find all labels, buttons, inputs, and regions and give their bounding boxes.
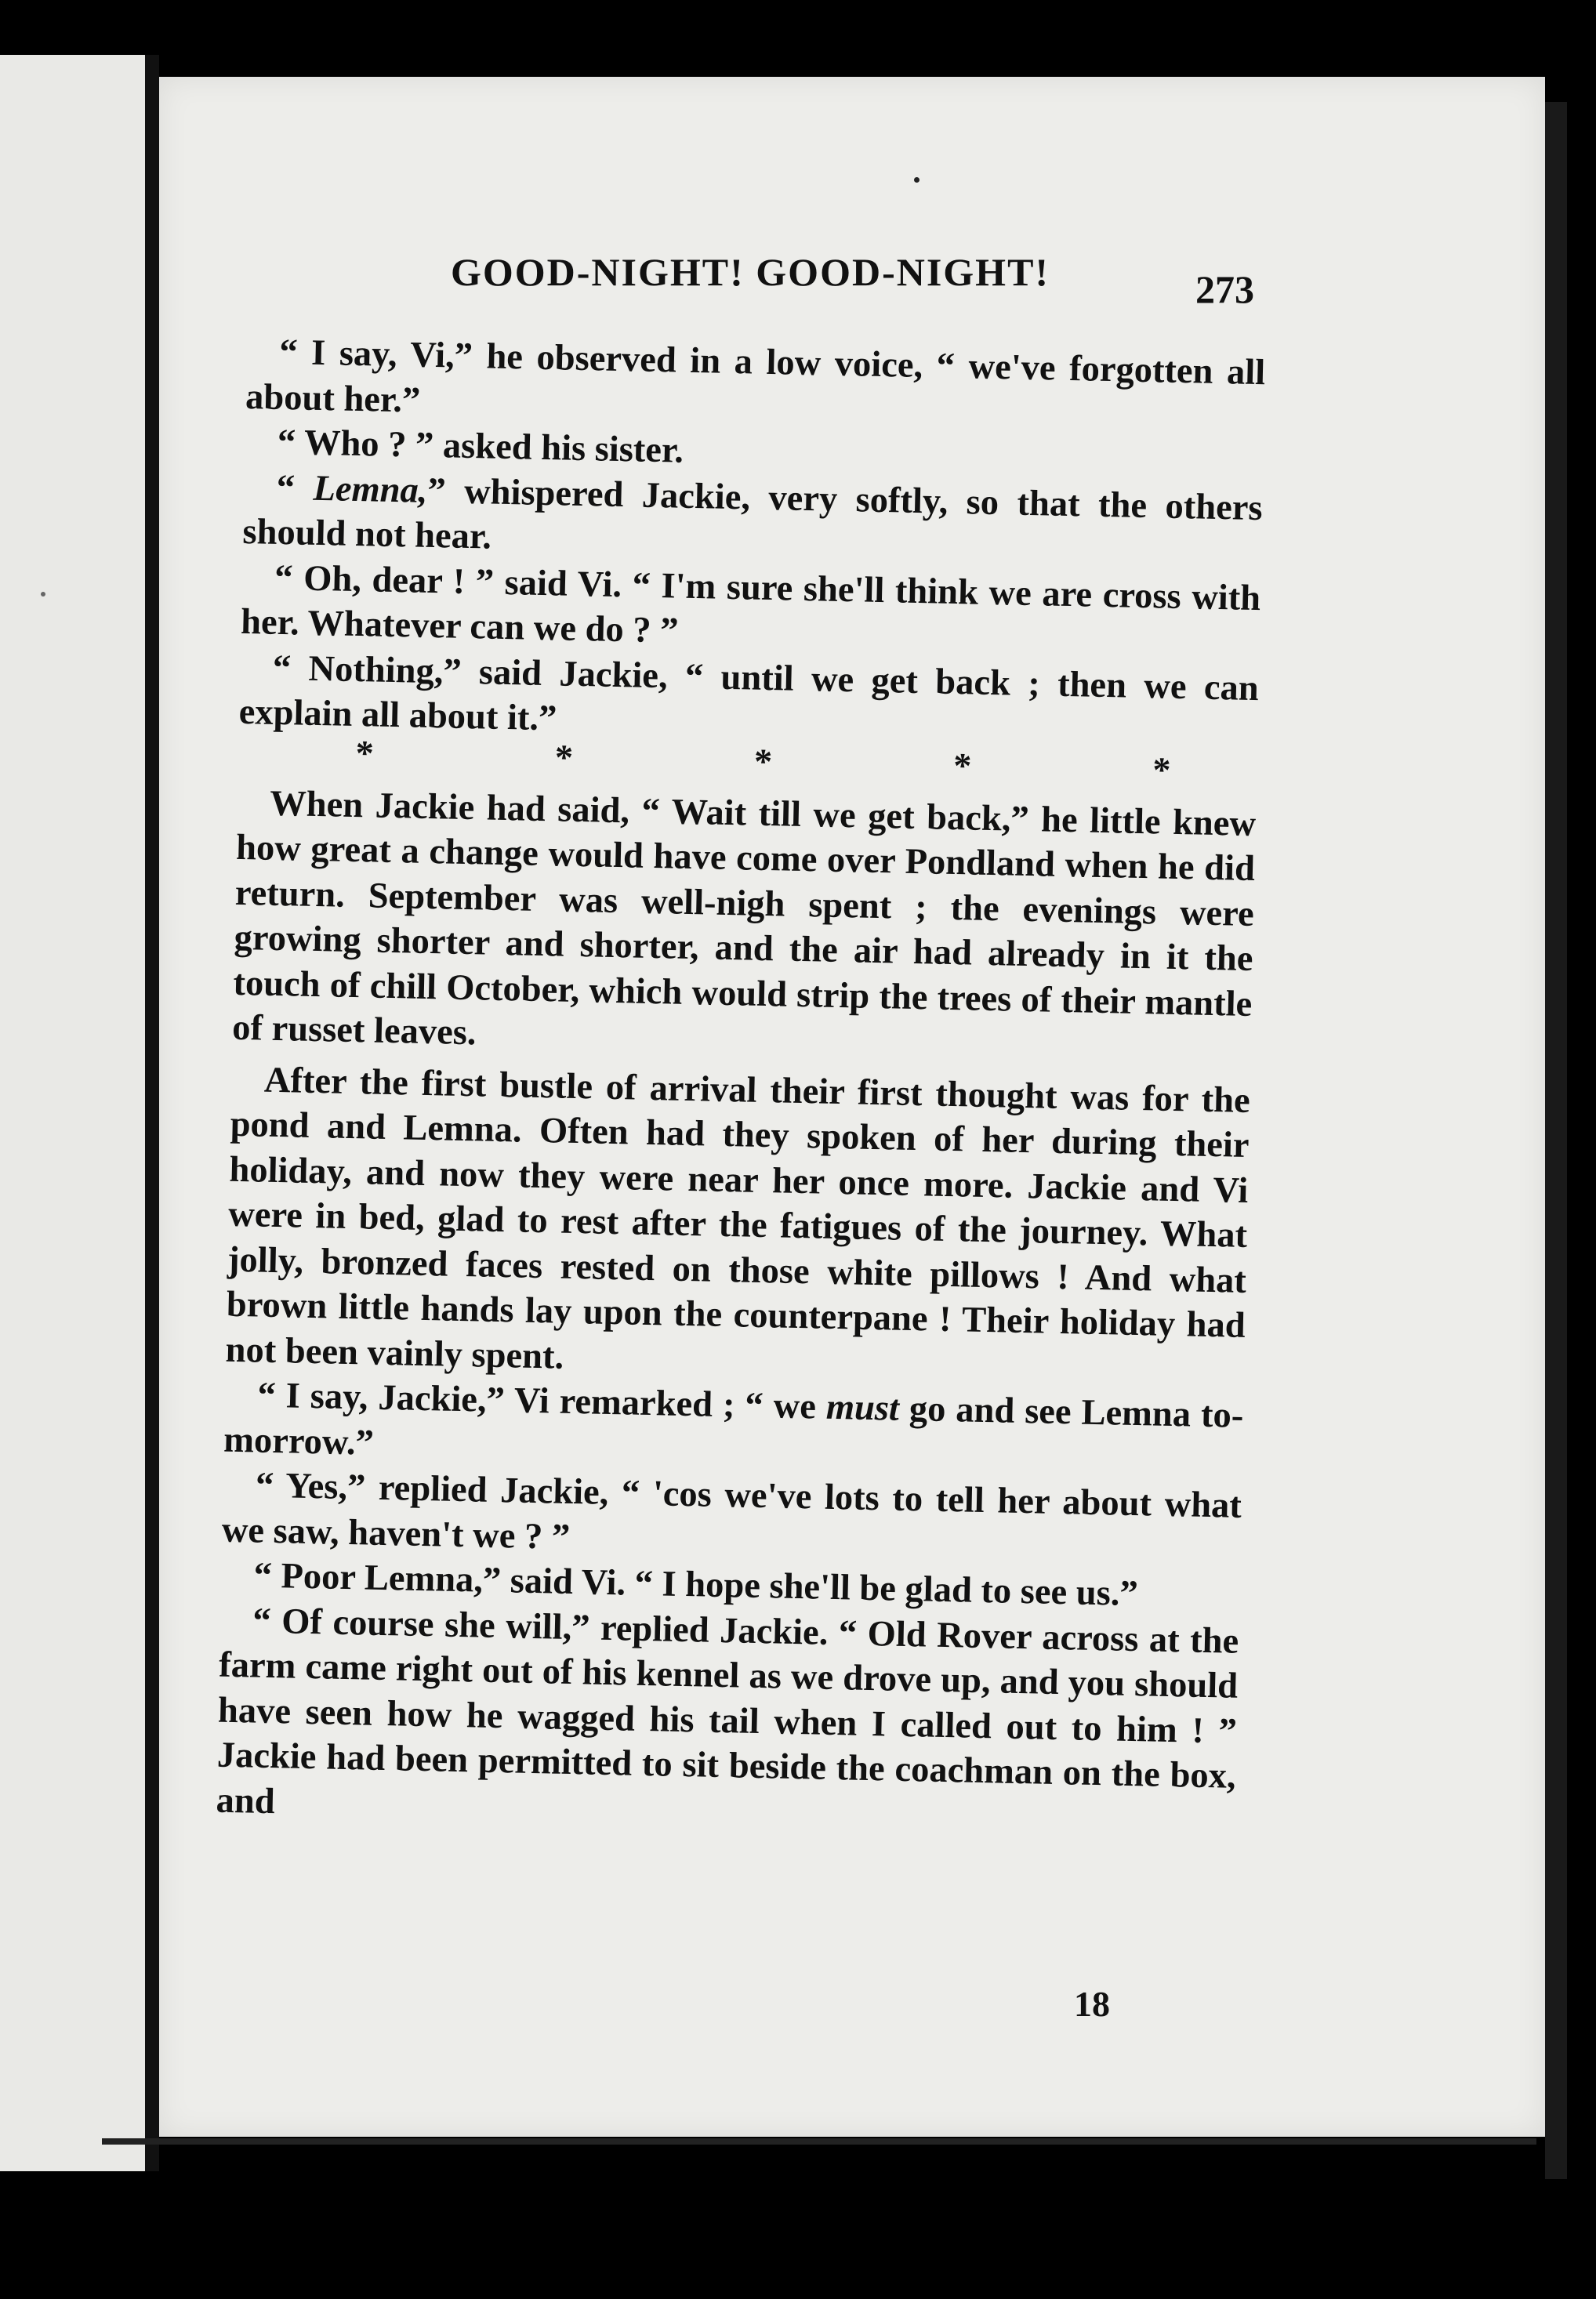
running-head: GOOD-NIGHT! GOOD-NIGHT! (451, 250, 1050, 294)
page-bottom-shadow (102, 2138, 1536, 2145)
paragraph-6: When Jackie had said, “ Wait till we get back,” he little knew how great a change would have come over Pondland when he did return. September was well-nigh spent ; the evenings were growing shorter and shorter, and the air had already in it the touch of chill October, which would strip the trees of their mantle of russet leaves. (231, 783, 1257, 1053)
paragraph-3-rest: ” whispered Jackie, very softly, so that the others should not hear. (242, 470, 1264, 557)
facing-page-edge (0, 55, 145, 2171)
paragraph-9: “ Yes,” replied Jackie, “ 'cos we've lots to tell her about what we saw, haven't we ? ” (221, 1465, 1242, 1557)
paragraph-10: “ Poor Lemna,” said Vi. “ I hope she'll be glad to see us.” (253, 1555, 1139, 1615)
scan-speck (41, 592, 45, 597)
asterisk: * (753, 741, 773, 781)
paragraph-11: “ Of course she will,” replied Jackie. “ Old Rover across at the farm came right out of his kennel as we drove up, and you should have seen how he wagged his tail when I called out to him ! ” Jackie had been permitted to sit beside the coachman on the box, and (216, 1601, 1239, 1822)
asterisk: * (952, 745, 972, 785)
body-text (216, 329, 1266, 1844)
print-dot (914, 177, 920, 183)
page-number: 273 (1195, 267, 1254, 311)
page-edge-shadow (1545, 102, 1567, 2179)
paragraph-3-open: “ (276, 467, 314, 509)
paragraph-2: “ Who ? ” asked his sister. (277, 422, 684, 471)
paragraph-5: “ Nothing,” said Jackie, “ until we get back ; then we can explain all about it.” (238, 647, 1260, 739)
paragraph-7: After the first bustle of arrival their first thought was for the pond and Lemna. Often had they spoken of her during their holiday, and now they were near her once more. Jackie and Vi were in bed, glad to rest after the fatigues of the journey. What jolly, bronzed faces rested on those white pillows ! And what brown little hands lay upon the counterpane ! Their holiday had not been vainly spent. (225, 1060, 1251, 1377)
paragraph-8-before: “ I say, Jackie,” Vi remarked ; “ we (256, 1375, 827, 1427)
gutter-shadow (145, 55, 159, 2171)
asterisk: * (355, 732, 375, 773)
paragraph-8-after: go and see Lemna to-morrow.” (223, 1388, 1244, 1463)
paragraph-4: “ Oh, dear ! ” said Vi. “ I'm sure she'll think we are cross with her. Whatever can we do ? ” (240, 557, 1261, 651)
paragraph-1: “ I say, Vi,” he observed in a low voice, “ we've forgotten all about her.” (245, 332, 1266, 421)
paragraph-8-italic: must (825, 1387, 900, 1429)
asterisk: * (1152, 749, 1172, 790)
asterisk: * (554, 736, 574, 778)
paragraph-3-italic: Lemna, (312, 468, 428, 511)
signature-mark: 18 (1074, 1984, 1110, 2024)
